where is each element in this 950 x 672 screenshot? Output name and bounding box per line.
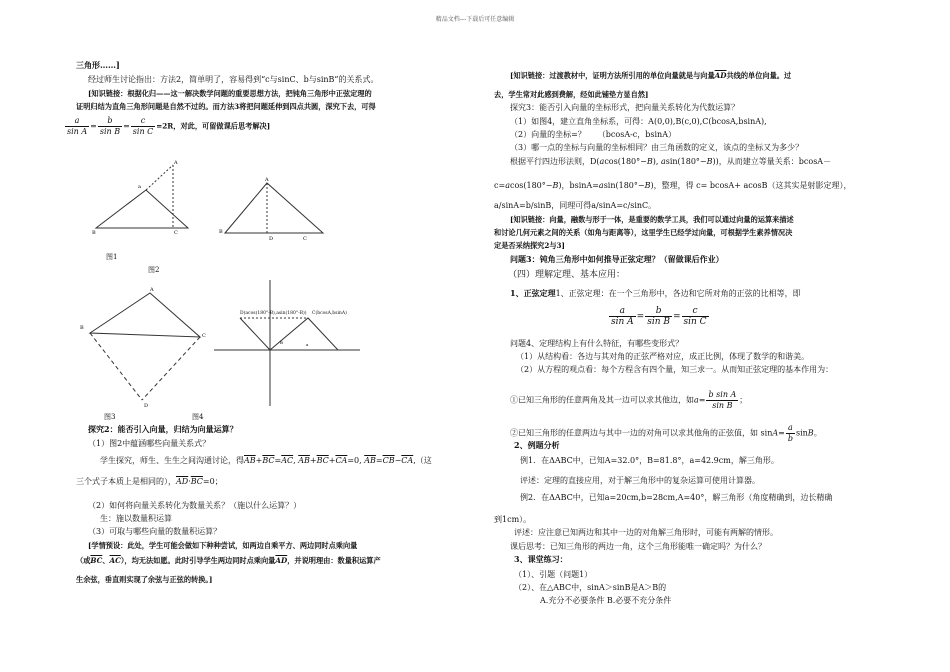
svg-text:B: B (92, 230, 96, 236)
text-line: 去，学生常对此感到费解，经如此铺垫方显自然] (494, 90, 649, 99)
text-line: ②已知三角形的任意两边与其中一边的对角可以求其他角的正弦值，如 sinA= $\frac{a}{b}$ sinB。 (510, 423, 822, 443)
text-line: 评述：定理的直接应用，对于解三角形中的复杂运算可使用计算器。 (520, 476, 760, 485)
svg-text:B: B (80, 325, 84, 331)
text-line: 证明归结为直角三角形问题是自然不过的。而方法3将把问题延伸到四点共圆，深究下去，可得 (76, 102, 376, 111)
figure-label: D(acos(180°-B),asin(180°-B)) (240, 311, 307, 316)
svg-text:B: B (219, 229, 223, 235)
text-line: 三角形……] (76, 60, 120, 70)
text-line: 探究3：能否引入向量的坐标形式，把向量关系转化为代数运算？ (510, 103, 740, 112)
svg-text:C: C (303, 236, 307, 242)
page-header: 精品文档---下载后可任意编辑 (435, 16, 515, 23)
text-line: 到1cm）。 (494, 515, 532, 524)
text-line: c=acos(180°−B)，bsinA=asin(180°−B)，整理，得 c= bcosA+ acosB（这其实是射影定理）， (494, 181, 852, 190)
text-line: （1）、引题（问题1） (514, 570, 593, 579)
text-line: 生：施以数量积运算 (100, 514, 172, 523)
svg-text:C: C (202, 333, 206, 339)
text-line: 三个式子本质上是相同的），$\overline{AD}\cdot\overline{BC}=0$； (76, 477, 223, 486)
sine-law-formula: $\frac{a}{\text{sin A}}$ = $\frac{b}{\text{sin B}}$ = $\frac{c}{\text{sin C}}$ (611, 306, 707, 327)
text-line: a/sinA=b/sinB，同理可得a/sinA=c/sinC。 (494, 201, 657, 210)
figure-label: C(bcosA,bsinA) (312, 311, 347, 316)
text-line: 1、正弦定理1、正弦定理：在一个三角形中，各边和它所对角的正弦的比相等，即 (510, 288, 801, 298)
text-line: （2）、在△ABC中，sinA＞sinB是A＞B的 (514, 583, 667, 592)
text-line: [知识链接：根据化归——这一解决数学问题的重要思想方法，把钝角三角形中正弦定理的 (88, 89, 372, 98)
text-line: （2）向量的坐标=？ （bcosA-c，bsinA） (510, 130, 676, 139)
svg-text:D: D (144, 403, 149, 409)
text-line: 例2．在ΔABC中，已知a=20cm,b=28cm,A=40°，解三角形（角度精确到，边长精确 (520, 493, 833, 502)
text-line: 2、例题分析 (514, 440, 560, 450)
section-heading: （四）理解定理、基本应用： (508, 270, 626, 280)
text-line: 定是否采纳探究2与3] (494, 241, 565, 250)
figure-1 (88, 160, 198, 240)
text-line: 课后思考：已知三角形的两边一角，这个三角形能唯一确定吗？为什么？ (510, 542, 766, 551)
text-line: （2）从方程的观点看：每个方程含有四个量，知三求一。从而知正弦定理的基本作用为： (516, 365, 834, 374)
svg-text:B: B (280, 340, 283, 345)
text-line: 根据平行四边形法则，D(acos(180°−B), asin(180°−B))，从而建立等量关系：bcosA－ (510, 157, 832, 166)
text-line: （或$\overline{BC}$、$\overline{AC}$），均无法如愿。此时引导学生两边同时点乘向量$\overline{AD}$，并说明理由：数量积运算产 (76, 556, 381, 565)
text-line: 例1．在ΔABC中，已知A=32.0°，B=81.8°，a=42.9cm，解三角形。 (520, 456, 779, 465)
vector-relations: 学生探究，师生、生生之间沟通讨论，得$\overline{AB}+\overline{BC}=\overline{AC}$, $\overline{AB}+\overline{BC}+\overline{CA}=0$, $\overline{AB}=\overline{CB}-\overline{CA}$,（这 (100, 456, 432, 465)
figure-caption: 图4 (192, 413, 204, 421)
text-line: （1）从结构看：各边与其对角的正弦严格对应，成正比例，体现了数学的和谐美。 (516, 352, 810, 361)
svg-text:C: C (174, 230, 178, 236)
text-line: （1）如图4，建立直角坐标系，可得：A(0,0),B(c,0),C(bcosA,bsinA), (510, 117, 767, 126)
svg-text:A: A (150, 287, 154, 293)
text-line: （2）如何将向量关系转化为数量关系？（施以什么运算？） (88, 501, 302, 510)
text-line: 生余弦，垂直则实现了余弦与正弦的转换。] (76, 575, 213, 584)
text-line: A.充分不必要条件 B.必要不充分条件 (540, 596, 672, 605)
svg-text:A: A (265, 177, 269, 183)
text-line: =2R，对此，可留做课后思考解决] (156, 121, 271, 131)
text-line: 探究2：能否引入向量，归结为向量运算？ (88, 424, 238, 434)
text-line: [知识链接：向量，融数与形于一体，是重要的数学工具，我们可以通过向量的运算来描述 (510, 215, 794, 224)
svg-text:A: A (174, 160, 178, 166)
figure-caption: 图2 (148, 266, 160, 274)
text-line: 和讨论几何元素之间的关系（如角与距离等），这里学生已经学过向量，可根据学生素养情况决 (494, 228, 793, 237)
figure-caption: 图1 (106, 253, 118, 261)
text-line: 3、课堂练习： (514, 554, 568, 564)
text-line: 问题4、定理结构上有什么特征，有哪些变形式？ (510, 339, 684, 348)
text-line: （3）哪一点的坐标与向量的坐标相同？由三角函数的定义，该点的坐标又为多少？ (510, 143, 804, 152)
figure-4 (210, 278, 370, 408)
svg-text:a: a (138, 184, 141, 190)
text-line: ①已知三角形的任意两角及其一边可以求其他边，如a= $\frac{\text{b sin A}}{\text{sin B}}$ ； (510, 390, 748, 410)
text-line: 问题3：钝角三角形中如何推导正弦定理？（留做课后作业） (510, 254, 724, 264)
text-line: （1）图2中蕴涵哪些向量关系式？ (88, 439, 211, 448)
figure-3 (72, 285, 212, 410)
svg-text:a: a (306, 342, 309, 347)
text-line: 经过师生讨论指出：方法2，简单明了，容易得到“c与sinC、b与sinB”的关系式。 (88, 75, 379, 84)
svg-text:D: D (269, 236, 274, 242)
text-line: [知识链接：过渡教材中，证明方法所引用的单位向量就是与向量$\overline{AD}$共线的单位向量。过 (510, 71, 792, 80)
sine-ratio-formula: $\frac{a}{\text{sin A}}$ = $\frac{b}{\text{sin B}}$ = $\frac{c}{\text{sin C}}$ =2R，对此，可留做课后思考解决] (67, 116, 271, 136)
text-line: 评述：应注意已知两边和其中一边的对角解三角形时，可能有两解的情形。 (514, 528, 778, 537)
figure-2 (215, 175, 330, 245)
text-line: [学情预设：此处，学生可能会做如下种种尝试，如两边自乘平方、两边同时点乘向量 (88, 541, 358, 550)
text-line: （3）可取与哪些向量的数量积运算？ (88, 527, 222, 536)
figure-caption: 图3 (104, 413, 116, 421)
